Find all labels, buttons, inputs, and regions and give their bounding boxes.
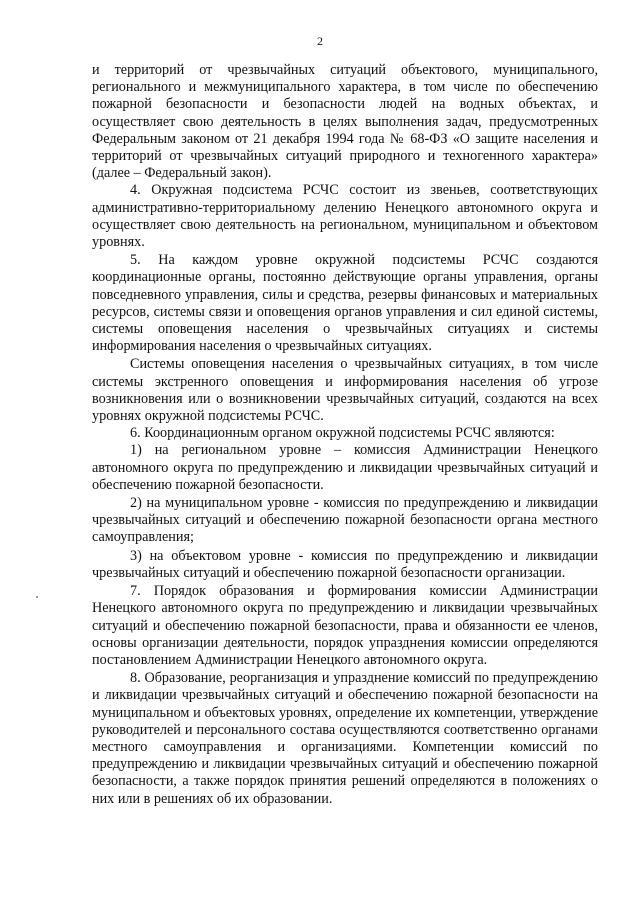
document-body xyxy=(92,62,598,808)
paragraph-item-6-1: 1) на региональном уровне – комиссия Администрации Ненецкого автономного округа по предупреждению и ликвидации чрезвычайных ситуаций и обеспечению пожарной безопасности. xyxy=(92,442,598,493)
page-number: 2 xyxy=(317,34,323,48)
paragraph-continuation: и территорий от чрезвычайных ситуаций объектового, муниципального, регионального и межмуниципального характера, в том числе по обеспечению пожарной безопасности и безопасности людей на водных объектах, и осуществляет свою деятельность в целях выполнения задач, предусмотренных Федеральным законом от 21 декабря 1994 года № 68-ФЗ «О защите населения и территорий от чрезвычайных ситуаций природного и техногенного характера» (далее – Федеральный закон). xyxy=(92,62,598,182)
paragraph-item-8: 8. Образование, реорганизация и упразднение комиссий по предупреждению и ликвидации чрезвычайных ситуаций и обеспечению пожарной безопасности на муниципальном и объектовых уровнях, определение их компетенции, утверждение руководителей и персонального состава осуществляются соответственно органами местного самоуправления и организациями. Компетенции комиссий по предупреждению и ликвидации чрезвычайных ситуаций и обеспечению пожарной безопасности, а также порядок принятия решений определяются в положениях о них или в решениях об их образовании. xyxy=(92,670,598,807)
paragraph-item-6: 6. Координационным органом окружной подсистемы РСЧС являются: xyxy=(130,425,555,442)
paragraph-notification-systems: Системы оповещения населения о чрезвычайных ситуациях, в том числе системы экстренного оповещения и информирования населения об угрозе возникновения или о возникновении чрезвычайных ситуаций, создаются на всех уровнях окружной подсистемы РСЧС. xyxy=(92,356,598,425)
paragraph-item-6-2: 2) на муниципальном уровне - комиссия по предупреждению и ликвидации чрезвычайных ситуаций и обеспечению пожарной безопасности органа местного самоуправления; xyxy=(92,495,598,546)
paragraph-item-7: 7. Порядок образования и формирования комиссии Администрации Ненецкого автономного округа по предупреждению и ликвидации чрезвычайных ситуаций и обеспечению пожарной безопасности, права и обязанности ее членов, основы организации деятельности, порядок упразднения комиссии определяются постановлением Администрации Ненецкого автономного округа. xyxy=(92,583,598,668)
paragraph-item-4: 4. Окружная подсистема РСЧС состоит из звеньев, соответствующих административно-территориальному делению Ненецкого автономного округа и осуществляет свою деятельность на региональном, муниципальном и объектовом уровнях. xyxy=(92,182,598,251)
paragraph-item-6-3: 3) на объектовом уровне - комиссия по предупреждению и ликвидации чрезвычайных ситуаций и обеспечению пожарной безопасности организации. xyxy=(92,547,598,581)
scan-speck xyxy=(36,596,38,598)
paragraph-item-5: 5. На каждом уровне окружной подсистемы РСЧС создаются координационные органы, постоянно действующие органы управления, органы повседневного управления, силы и средства, резервы финансовых и материальных ресурсов, системы связи и оповещения органов управления и сил единой системы, системы оповещения населения о чрезвычайных ситуациях и системы информирования населения о чрезвычайных ситуациях. xyxy=(92,252,598,355)
